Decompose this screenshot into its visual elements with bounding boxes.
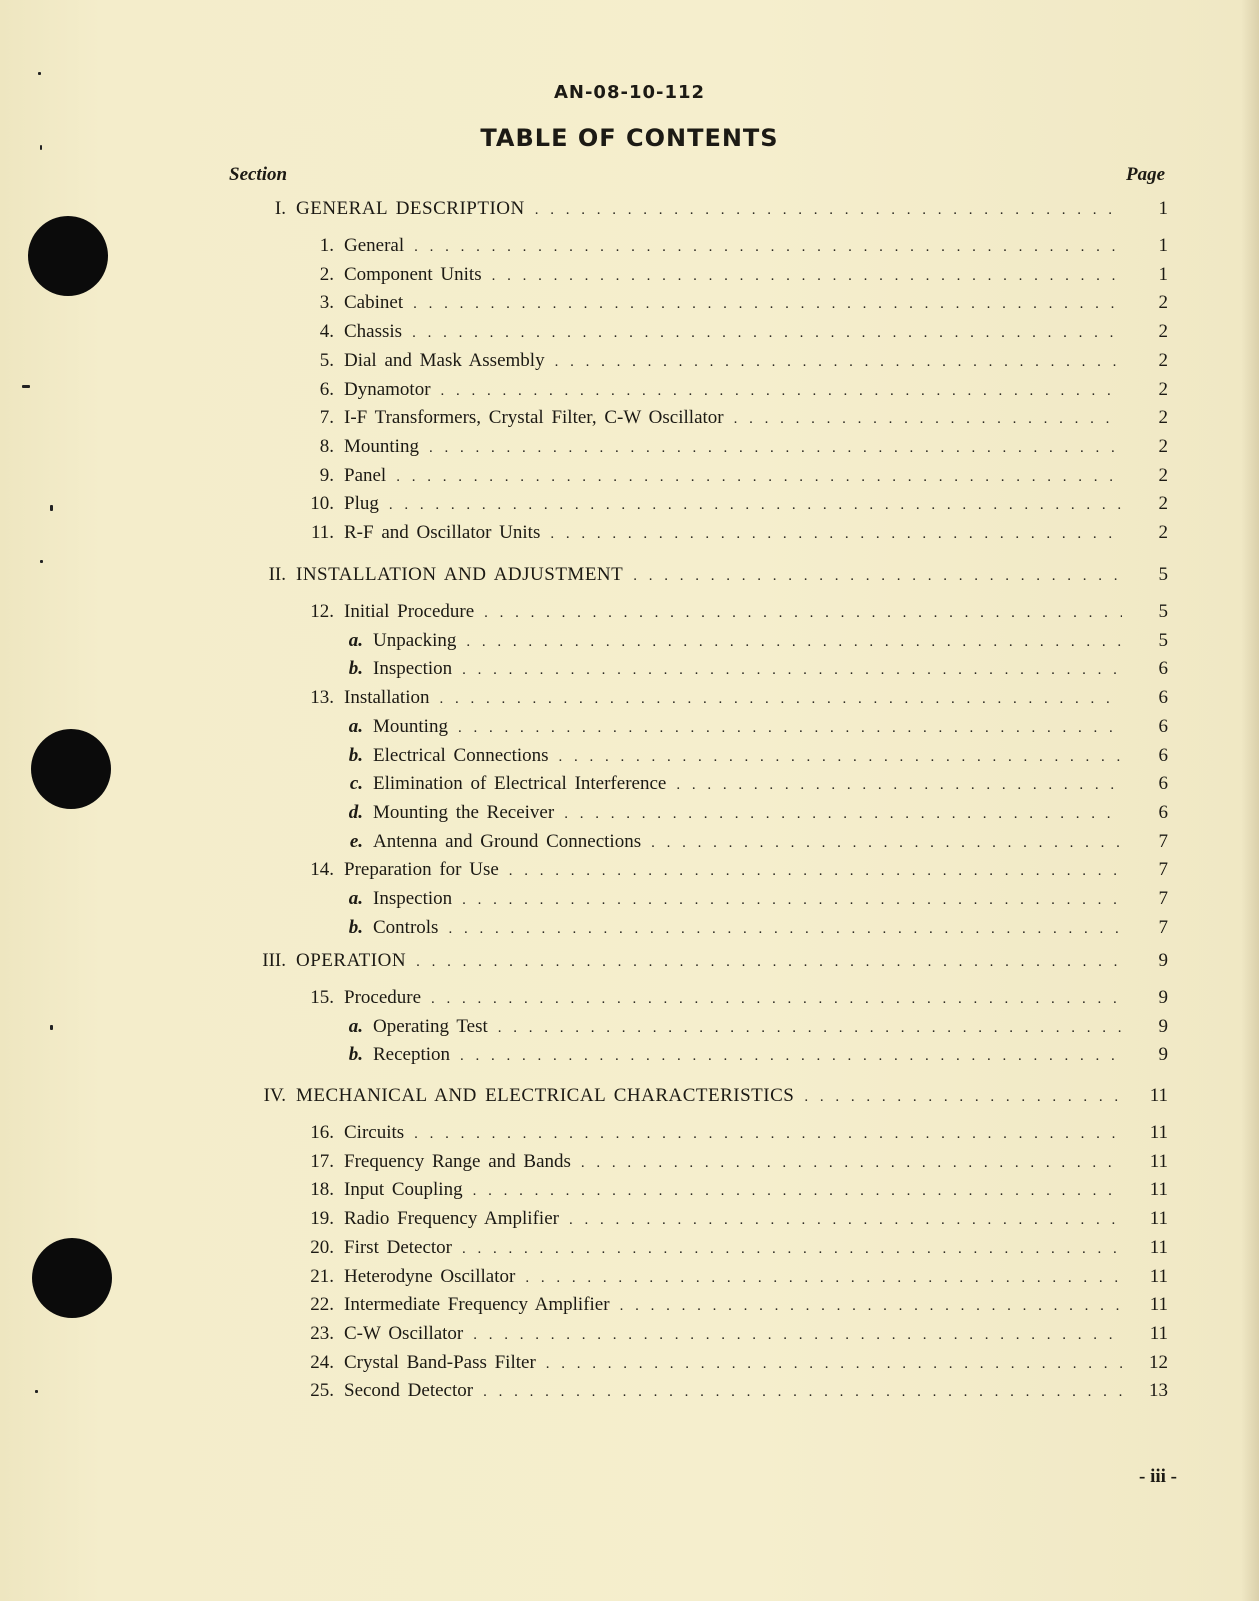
entry-page-number: 5 [1158,601,1168,622]
entry-title: Elimination of Electrical Interference [373,773,667,795]
toc-item-row [218,235,1168,259]
dot-leader [546,1356,1122,1373]
entry-number: 12. [310,601,334,622]
entry-page-number: 2 [1158,378,1168,400]
entry-page-number: 2 [1158,493,1168,515]
entry-number: 4. [319,321,334,343]
entry-number: e. [349,830,363,852]
entry-page-number: 2 [1158,349,1168,371]
toc-section-row [216,950,1168,974]
dot-leader [441,383,1122,400]
toc-subitem-row [218,745,1168,769]
entry-page-number: 2 [1158,321,1168,343]
toc-item-row [218,1208,1168,1232]
footer-page-number: - iii - [1139,1466,1177,1487]
entry-number: 18. [310,1179,334,1201]
entry-page-number: 5 [1158,564,1168,585]
toc-section-row [216,1085,1168,1109]
dot-leader [396,469,1122,486]
entry-title: Plug [344,493,379,515]
entry-page-number: 6 [1158,801,1168,823]
entry-page-number: 11 [1149,1085,1168,1106]
entry-title: I-F Transformers, Crystal Filter, C-W Oscillator [344,407,724,429]
entry-number: II. [268,564,286,585]
entry-page-number: 1 [1158,198,1168,219]
dot-leader [483,1384,1122,1401]
page-edge-shadow [1241,0,1259,1601]
dot-leader [458,720,1122,737]
dot-leader [412,325,1122,342]
entry-title: Antenna and Ground Connections [373,830,642,852]
entry-page-number: 6 [1158,658,1168,680]
entry-title: Inspection [373,658,453,680]
entry-title: Operating Test [373,1015,488,1037]
binder-hole-top [28,216,108,296]
entry-title: Panel [344,464,387,486]
toc-item-row [218,321,1168,345]
entry-title: Mounting [344,435,419,457]
binder-hole-middle [31,729,111,809]
entry-title: Controls [373,916,439,938]
entry-number: 3. [319,292,334,314]
entry-number: 13. [310,687,334,709]
dot-leader [804,1089,1122,1106]
entry-number: 2. [319,263,334,285]
entry-title: Inspection [373,888,453,909]
entry-page-number: 1 [1158,235,1168,256]
entry-title: Dynamotor [344,378,431,400]
dot-leader [416,954,1122,971]
dot-leader [484,605,1122,622]
entry-number: b. [348,658,363,680]
toc-item-row [218,493,1168,517]
entry-title: Mounting the Receiver [373,801,555,823]
toc-item-row [218,1323,1168,1347]
entry-page-number: 9 [1158,950,1168,971]
entry-number: a. [348,888,363,909]
dot-leader [498,1020,1122,1037]
entry-page-number: 13 [1149,1380,1168,1402]
entry-page-number: 11 [1149,1179,1168,1201]
entry-title: Intermediate Frequency Amplifier [344,1294,610,1316]
paper-speck [50,1025,53,1030]
paper-speck [40,560,43,563]
entry-number: b. [348,744,363,766]
entry-page-number: 12 [1149,1351,1168,1373]
entry-page-number: 9 [1158,1044,1168,1066]
entry-page-number: 9 [1158,1015,1168,1037]
entry-page-number: 6 [1158,687,1168,709]
dot-leader [676,777,1122,794]
entry-page-number: 7 [1158,830,1168,852]
entry-page-number: 2 [1158,407,1168,429]
dot-leader [525,1270,1122,1287]
entry-number: 25. [310,1380,334,1402]
entry-page-number: 11 [1149,1294,1168,1316]
entry-page-number: 11 [1149,1322,1168,1344]
paper-speck [22,385,30,388]
toc-item-row [218,1352,1168,1376]
entry-number: b. [348,1044,363,1066]
entry-number: 5. [319,349,334,371]
toc-item-row [218,1237,1168,1261]
entry-title: First Detector [344,1236,453,1258]
entry-title: Radio Frequency Amplifier [344,1208,559,1230]
dot-leader [448,921,1122,938]
entry-number: c. [349,773,363,795]
toc-item-row [218,1380,1168,1404]
paper-speck [35,1390,38,1393]
toc-item-row [218,264,1168,288]
entry-title: Second Detector [344,1380,474,1402]
toc-item-row [218,522,1168,546]
entry-title: Procedure [344,987,422,1008]
dot-leader [581,1155,1122,1172]
toc-item-row [218,1266,1168,1290]
dot-leader [535,202,1122,219]
entry-page-number: 1 [1158,263,1168,285]
dot-leader [473,1183,1122,1200]
entry-number: 22. [310,1294,334,1316]
entry-title: Electrical Connections [373,744,549,766]
entry-page-number: 2 [1158,522,1168,543]
entry-number: b. [348,916,363,938]
entry-number: 16. [310,1122,334,1143]
dot-leader [460,1048,1122,1065]
entry-number: 19. [310,1208,334,1230]
entry-page-number: 11 [1149,1208,1168,1230]
toc-item-row [218,292,1168,316]
section-column-heading: Section [229,164,288,185]
toc-item-row [218,465,1168,489]
dot-leader [414,1126,1122,1143]
dot-leader [564,806,1122,823]
toc-subitem-row [218,658,1168,682]
entry-page-number: 11 [1149,1122,1168,1143]
entry-page-number: 2 [1158,464,1168,486]
toc-item-row [218,1122,1168,1146]
entry-title: R-F and Oscillator Units [344,522,541,543]
toc-subitem-row [218,917,1168,941]
toc-subitem-row [218,716,1168,740]
toc-subitem-row [218,888,1168,912]
dot-leader [633,568,1122,585]
entry-title: INSTALLATION AND ADJUSTMENT [296,564,624,585]
entry-number: 9. [319,464,334,486]
entry-number: 7. [319,407,334,429]
entry-number: 23. [310,1322,334,1344]
entry-title: Dial and Mask Assembly [344,349,545,371]
toc-item-row [218,987,1168,1011]
entry-page-number: 2 [1158,292,1168,314]
entry-number: a. [348,629,363,651]
toc-subitem-row [218,630,1168,654]
entry-number: 10. [310,493,334,515]
dot-leader [492,268,1122,285]
entry-title: Mounting [373,715,448,737]
binder-hole-bottom [32,1238,112,1318]
dot-leader [389,497,1122,514]
entry-title: Reception [373,1044,451,1066]
entry-number: 17. [310,1150,334,1172]
entry-number: a. [348,1015,363,1037]
dot-leader [555,354,1122,371]
toc-subitem-row [218,1044,1168,1068]
dot-leader [414,239,1122,256]
entry-number: 1. [319,235,334,256]
entry-title: Unpacking [373,629,457,651]
dot-leader [462,662,1122,679]
entry-page-number: 7 [1158,859,1168,881]
dot-leader [462,1241,1122,1258]
toc-item-row [218,601,1168,625]
dot-leader [651,835,1122,852]
dot-leader [429,440,1122,457]
entry-title: Heterodyne Oscillator [344,1265,516,1287]
entry-page-number: 11 [1149,1265,1168,1287]
entry-title: Input Coupling [344,1179,463,1201]
dot-leader [413,296,1122,313]
entry-page-number: 9 [1158,987,1168,1008]
toc-item-row [218,350,1168,374]
paper-speck [50,505,53,511]
toc-subitem-row [218,773,1168,797]
toc-item-row [218,1294,1168,1318]
page-title: TABLE OF CONTENTS [480,124,779,152]
entry-number: 6. [319,378,334,400]
entry-title: Component Units [344,263,482,285]
toc-item-row [218,379,1168,403]
entry-number: d. [348,801,363,823]
entry-number: 24. [310,1351,334,1373]
entry-page-number: 6 [1158,744,1168,766]
dot-leader [569,1212,1122,1229]
document-number: AN-08-10-112 [553,82,706,103]
entry-number: a. [348,715,363,737]
dot-leader [550,526,1122,543]
entry-page-number: 7 [1158,888,1168,909]
toc-item-row [218,859,1168,883]
entry-page-number: 6 [1158,715,1168,737]
entry-title: Preparation for Use [344,859,499,881]
dot-leader [559,749,1122,766]
toc-item-row [218,1151,1168,1175]
dot-leader [620,1298,1122,1315]
entry-number: I. [274,198,286,219]
paper-speck [38,72,41,75]
entry-title: Initial Procedure [344,601,475,622]
entry-number: 11. [310,522,334,543]
toc-subitem-row [218,802,1168,826]
toc-subitem-row [218,1016,1168,1040]
toc-item-row [218,436,1168,460]
entry-title: GENERAL DESCRIPTION [296,198,525,219]
entry-title: Installation [344,687,430,709]
entry-number: 14. [310,859,334,881]
entry-title: Chassis [344,321,403,343]
entry-title: MECHANICAL AND ELECTRICAL CHARACTERISTICS [296,1085,795,1106]
dot-leader [439,691,1122,708]
entry-number: 20. [310,1236,334,1258]
dot-leader [734,411,1122,428]
dot-leader [466,634,1122,651]
dot-leader [509,863,1122,880]
entry-title: Cabinet [344,292,404,314]
entry-title: Crystal Band-Pass Filter [344,1351,536,1373]
toc-subitem-row [218,831,1168,855]
entry-page-number: 2 [1158,435,1168,457]
entry-title: Frequency Range and Bands [344,1150,571,1172]
toc-item-row [218,1179,1168,1203]
entry-number: 8. [319,435,334,457]
entry-page-number: 11 [1149,1150,1168,1172]
entry-page-number: 11 [1149,1236,1168,1258]
entry-number: IV. [263,1085,286,1106]
entry-number: 15. [310,987,334,1008]
entry-page-number: 5 [1158,629,1168,651]
entry-title: General [344,235,405,256]
toc-item-row [218,687,1168,711]
dot-leader [431,991,1122,1008]
entry-number: 21. [310,1265,334,1287]
toc-section-row [216,564,1168,588]
toc-section-row [216,198,1168,222]
entry-number: III. [262,950,286,971]
entry-title: OPERATION [296,950,407,971]
dot-leader [462,892,1122,909]
entry-page-number: 7 [1158,916,1168,938]
entry-title: Circuits [344,1122,405,1143]
entry-title: C-W Oscillator [344,1322,464,1344]
toc-item-row [218,407,1168,431]
dot-leader [473,1327,1122,1344]
entry-page-number: 6 [1158,773,1168,795]
page-column-heading: Page [1126,164,1166,185]
